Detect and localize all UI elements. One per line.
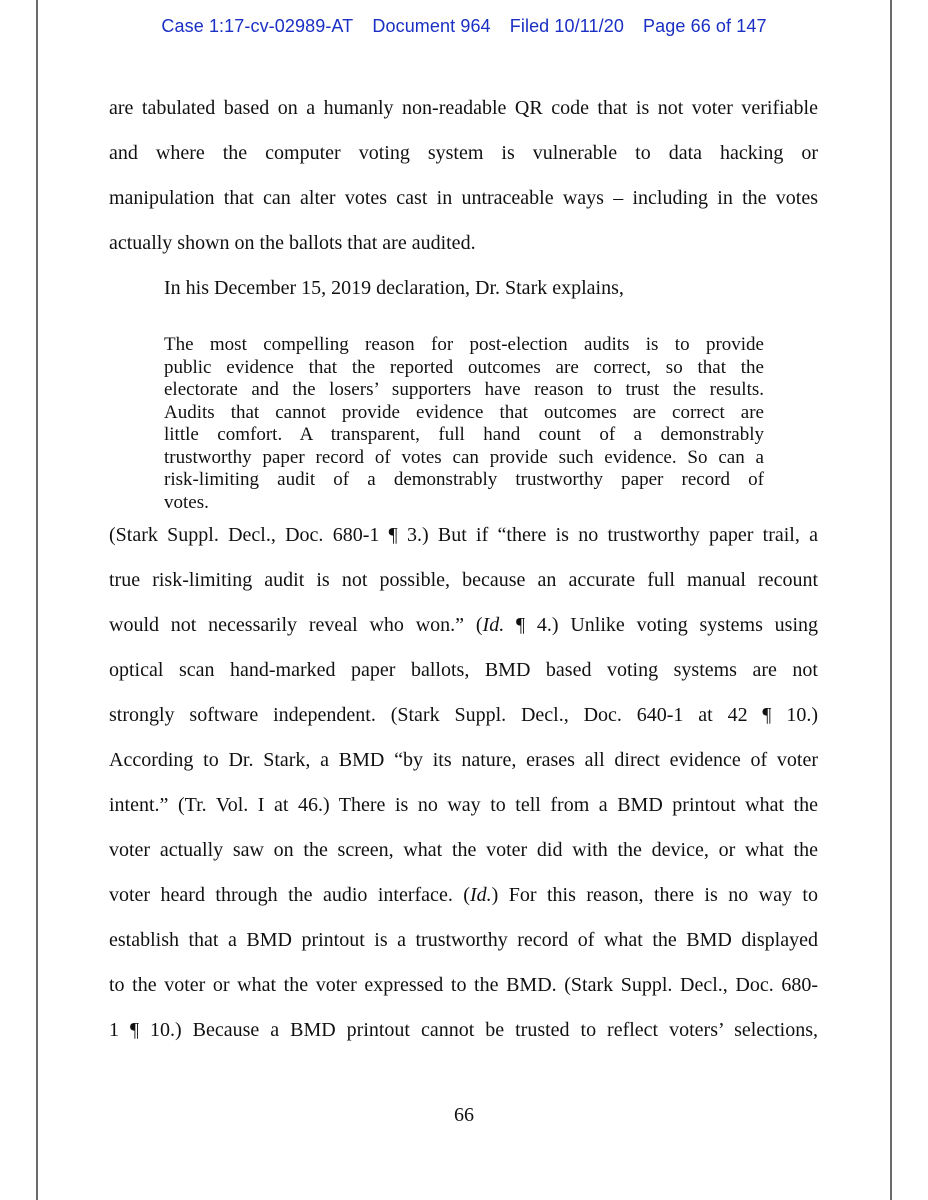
text-line: According to Dr. Stark, a BMD “by its nature, erases all direct evidence of voter [109, 749, 818, 771]
text-line: manipulation that can alter votes cast in untraceable ways – including in the votes [109, 187, 818, 209]
filed-date: Filed 10/11/20 [509, 16, 624, 36]
text-line: are tabulated based on a humanly non-readable QR code that is not voter verifiable [109, 97, 818, 119]
intro-line: In his December 15, 2019 declaration, Dr. Stark explains, [164, 277, 624, 299]
text-fragment: would not necessarily reveal who won.” ( [109, 614, 483, 636]
text-line: voter actually saw on the screen, what the voter did with the device, or what the [109, 839, 818, 861]
citation-id: Id. [482, 614, 505, 636]
document-number: Document 964 [372, 16, 491, 36]
quote-line: electorate and the losers’ supporters have reason to trust the results. [164, 379, 764, 400]
quote-line: trustworthy paper record of votes can provide such evidence. So can a [164, 446, 764, 468]
paragraph-main [109, 524, 818, 1064]
page-right-edge [890, 0, 892, 1200]
text-line: establish that a BMD printout is a trustworthy record of what the BMD displayed [109, 929, 818, 951]
text-line: 1 ¶ 10.) Because a BMD printout cannot be trusted to reflect voters’ selections, [109, 1019, 818, 1041]
quote-line: little comfort. A transparent, full hand count of a demonstrably [164, 424, 764, 445]
text-line: intent.” (Tr. Vol. I at 46.) There is no way to tell from a BMD printout what the [109, 794, 818, 816]
quote-line: votes. [164, 491, 209, 513]
block-quote [164, 334, 764, 514]
text-line: true risk-limiting audit is not possible, because an accurate full manual recount [109, 569, 818, 591]
case-header [0, 16, 928, 37]
text-line: (Stark Suppl. Decl., Doc. 680-1 ¶ 3.) But if “there is no trustworthy paper trail, a [109, 524, 818, 546]
page-left-edge [36, 0, 38, 1200]
text-line: actually shown on the ballots that are audited. [109, 232, 476, 254]
text-line: strongly software independent. (Stark Suppl. Decl., Doc. 640-1 at 42 ¶ 10.) [109, 704, 818, 726]
case-number: Case 1:17-cv-02989-AT [161, 16, 354, 36]
text-fragment: voter heard through the audio interface. ( [109, 884, 470, 906]
text-line: and where the computer voting system is vulnerable to data hacking or [109, 142, 818, 164]
text-fragment: ¶ 4.) Unlike voting systems using [504, 614, 818, 636]
quote-line: risk-limiting audit of a demonstrably trustworthy paper record of [164, 469, 764, 490]
page-number: 66 [454, 1104, 474, 1126]
paragraph-continued [109, 97, 818, 322]
text-fragment: ) For this reason, there is no way to [491, 884, 818, 906]
text-line: optical scan hand-marked paper ballots, BMD based voting systems are not [109, 659, 818, 681]
text-line: to the voter or what the voter expressed to the BMD. (Stark Suppl. Decl., Doc. 680- [109, 974, 818, 996]
text-line [109, 884, 818, 929]
page-indicator: Page 66 of 147 [643, 16, 767, 36]
quote-line: public evidence that the reported outcomes are correct, so that the [164, 356, 764, 378]
quote-line: Audits that cannot provide evidence that outcomes are correct are [164, 401, 764, 423]
text-line [109, 614, 818, 659]
quote-line: The most compelling reason for post-election audits is to provide [164, 334, 764, 355]
citation-id: Id. [469, 884, 492, 906]
